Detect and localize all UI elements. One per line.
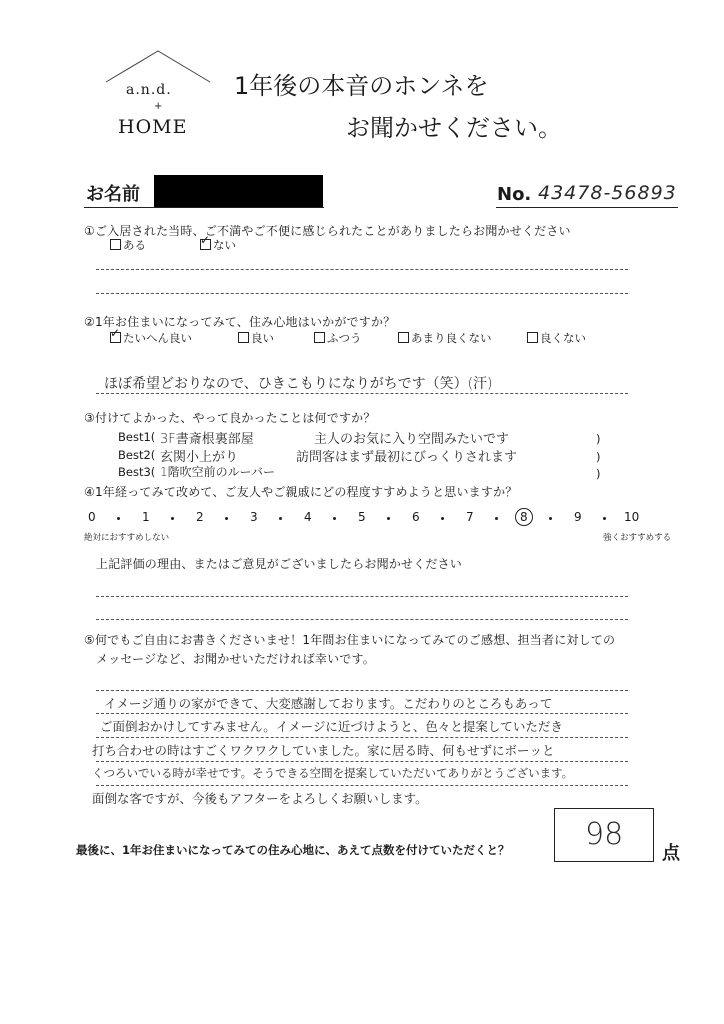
scale-separator-dot: [117, 517, 120, 520]
name-redaction: [154, 175, 323, 208]
brand-line2: HOME: [118, 116, 188, 138]
q2-option-4[interactable]: あまり良くない: [398, 330, 492, 346]
q4-scale: [88, 510, 648, 532]
q4-reason-line-1: [96, 596, 628, 597]
q3-best3-label: Best3(: [118, 465, 156, 479]
q2-checkbox-5[interactable]: [527, 332, 538, 343]
score-box[interactable]: [554, 808, 654, 862]
brand-logo: [104, 48, 212, 144]
scale-value-10[interactable]: 10: [624, 510, 640, 524]
q1-answer-line-2: [96, 293, 628, 294]
scale-separator-dot: [171, 517, 174, 520]
q2-option-5[interactable]: 良くない: [527, 330, 586, 346]
q3-best1-close: ): [596, 432, 601, 446]
scale-separator-dot: [333, 517, 336, 520]
q3-best2-label: Best2(: [118, 448, 156, 462]
q3-best3-close: ): [596, 467, 601, 481]
q2-answer-line: [96, 393, 628, 394]
q1-checkbox-aru[interactable]: [110, 239, 121, 250]
scale-value-3[interactable]: 3: [250, 510, 258, 524]
q5-answer-line-1: イメージ通りの家ができて、大変感謝しております。こだわりのところもあって: [104, 696, 553, 711]
q5-rule-3: [96, 737, 628, 738]
q3-best1-label: Best1(: [118, 430, 156, 444]
q5-answer-line-3: 打ち合わせの時はすごくワクワクしていました。家に居る時、何もせずにボーッと: [92, 743, 555, 758]
roof-icon: [104, 48, 212, 84]
scale-separator-dot: [441, 517, 444, 520]
scale-value-2[interactable]: 2: [196, 510, 204, 524]
q5-rule-2: [96, 713, 628, 714]
final-question: 最後に、1年お住まいになってみての住み心地に、あえて点数を付けていただくと？: [76, 843, 510, 857]
q3-best2-close: ): [596, 450, 601, 464]
q3-best3-item: 1階吹空前のルーバー: [160, 465, 276, 479]
q4-left-label: 絶対におすすめしない: [84, 533, 170, 543]
q1-text: ①ご入居された当時、ご不満やご不便に感じられたことがありましたらお聞かせください: [84, 224, 571, 238]
q2-option-3[interactable]: ふつう: [314, 330, 362, 346]
q5-answer-line-2: ご面倒おかけしてすみません。イメージに近づけようと、色々と提案していただき: [100, 719, 563, 734]
scale-value-0[interactable]: 0: [88, 510, 96, 524]
q5-rule-1: [96, 690, 628, 691]
score-value: 98: [585, 817, 624, 852]
scale-separator-dot: [387, 517, 390, 520]
number-underline: [496, 207, 678, 208]
brand-line1: a.n.d.: [126, 82, 172, 98]
q5-text-line2: メッセージなど、お聞かせいただければ幸いです。: [96, 652, 375, 666]
scale-value-4[interactable]: 4: [304, 510, 312, 524]
q4-reason-prompt: 上記評価の理由、またはご意見がございましたらお聞かせください: [96, 557, 463, 571]
q3-best1-item: 3F書斎根裏部屋: [160, 432, 254, 447]
scale-separator-dot: [225, 517, 228, 520]
scale-value-7[interactable]: 7: [466, 510, 474, 524]
scale-value-8[interactable]: 8: [515, 508, 533, 526]
number-value: 43478-56893: [538, 182, 677, 204]
q3-best2-item: 玄関小上がり: [160, 450, 239, 465]
q1-checkbox-nai[interactable]: [200, 239, 211, 250]
q4-reason-line-2: [96, 619, 628, 620]
scale-value-5[interactable]: 5: [358, 510, 366, 524]
q5-rule-5: [96, 785, 628, 786]
number-label: No.: [497, 184, 532, 205]
q2-text: ②1年お住まいになってみて、住み心地はいかがですか？: [84, 315, 396, 329]
q1-option-aru[interactable]: ある: [110, 237, 146, 253]
name-underline: [84, 207, 324, 208]
q2-checkbox-4[interactable]: [398, 332, 409, 343]
scale-value-9[interactable]: 9: [574, 510, 582, 524]
q3-text: ③付けてよかった、やって良かったことは何ですか？: [84, 411, 376, 425]
q2-checkbox-2[interactable]: [238, 332, 249, 343]
q3-best1-row: [118, 428, 608, 446]
name-label: お名前: [86, 184, 140, 205]
scale-separator-dot: [549, 517, 552, 520]
scale-value-1[interactable]: 1: [142, 510, 150, 524]
q2-checkbox-3[interactable]: [314, 332, 325, 343]
q2-answer-text: ほぼ希望どおりなので、ひきこもりになりがちです（笑）(汗): [104, 376, 493, 392]
q3-best3-row: [118, 463, 608, 481]
q1-option-nai[interactable]: ✓ ない: [200, 237, 236, 253]
brand-plus: +: [154, 101, 163, 112]
q5-answer-line-5: 面倒な客ですが、今後もアフターをよろしくお願いします。: [92, 791, 428, 806]
scale-separator-dot: [279, 517, 282, 520]
scale-separator-dot: [603, 517, 606, 520]
page-title-line1: 1年後の本音のホンネを: [234, 72, 489, 100]
q4-text: ④1年経ってみて改めて、ご友人やご親戚にどの程度すすめようと思いますか？: [84, 485, 518, 499]
scale-value-6[interactable]: 6: [412, 510, 420, 524]
q5-rule-4: [96, 761, 628, 762]
scale-separator-dot: [495, 517, 498, 520]
q3-best2-row: [118, 446, 608, 464]
q5-answer-line-4: くつろいでいる時が幸せです。そうできる空間を提案していただいてありがとうございます。: [92, 766, 574, 780]
q4-right-label: 強くおすすめする: [603, 533, 672, 543]
q5-text-line1: ⑤何でもご自由にお書きくださいませ！1年間お住まいになってみてのご感想、担当者に対しての: [84, 633, 616, 647]
q2-option-1[interactable]: ✓たいへん良い: [110, 330, 192, 346]
page-title-line2: お聞かせください。: [346, 114, 562, 142]
q1-answer-line-1: [96, 269, 628, 270]
score-unit: 点: [662, 843, 680, 864]
q3-best2-comment: 訪問客はまず最初にびっくりされます: [296, 450, 518, 465]
q2-option-2[interactable]: 良い: [238, 330, 274, 346]
q3-best1-comment: 主人のお気に入り空間みたいです: [314, 432, 510, 447]
q2-checkbox-1[interactable]: [110, 332, 121, 343]
